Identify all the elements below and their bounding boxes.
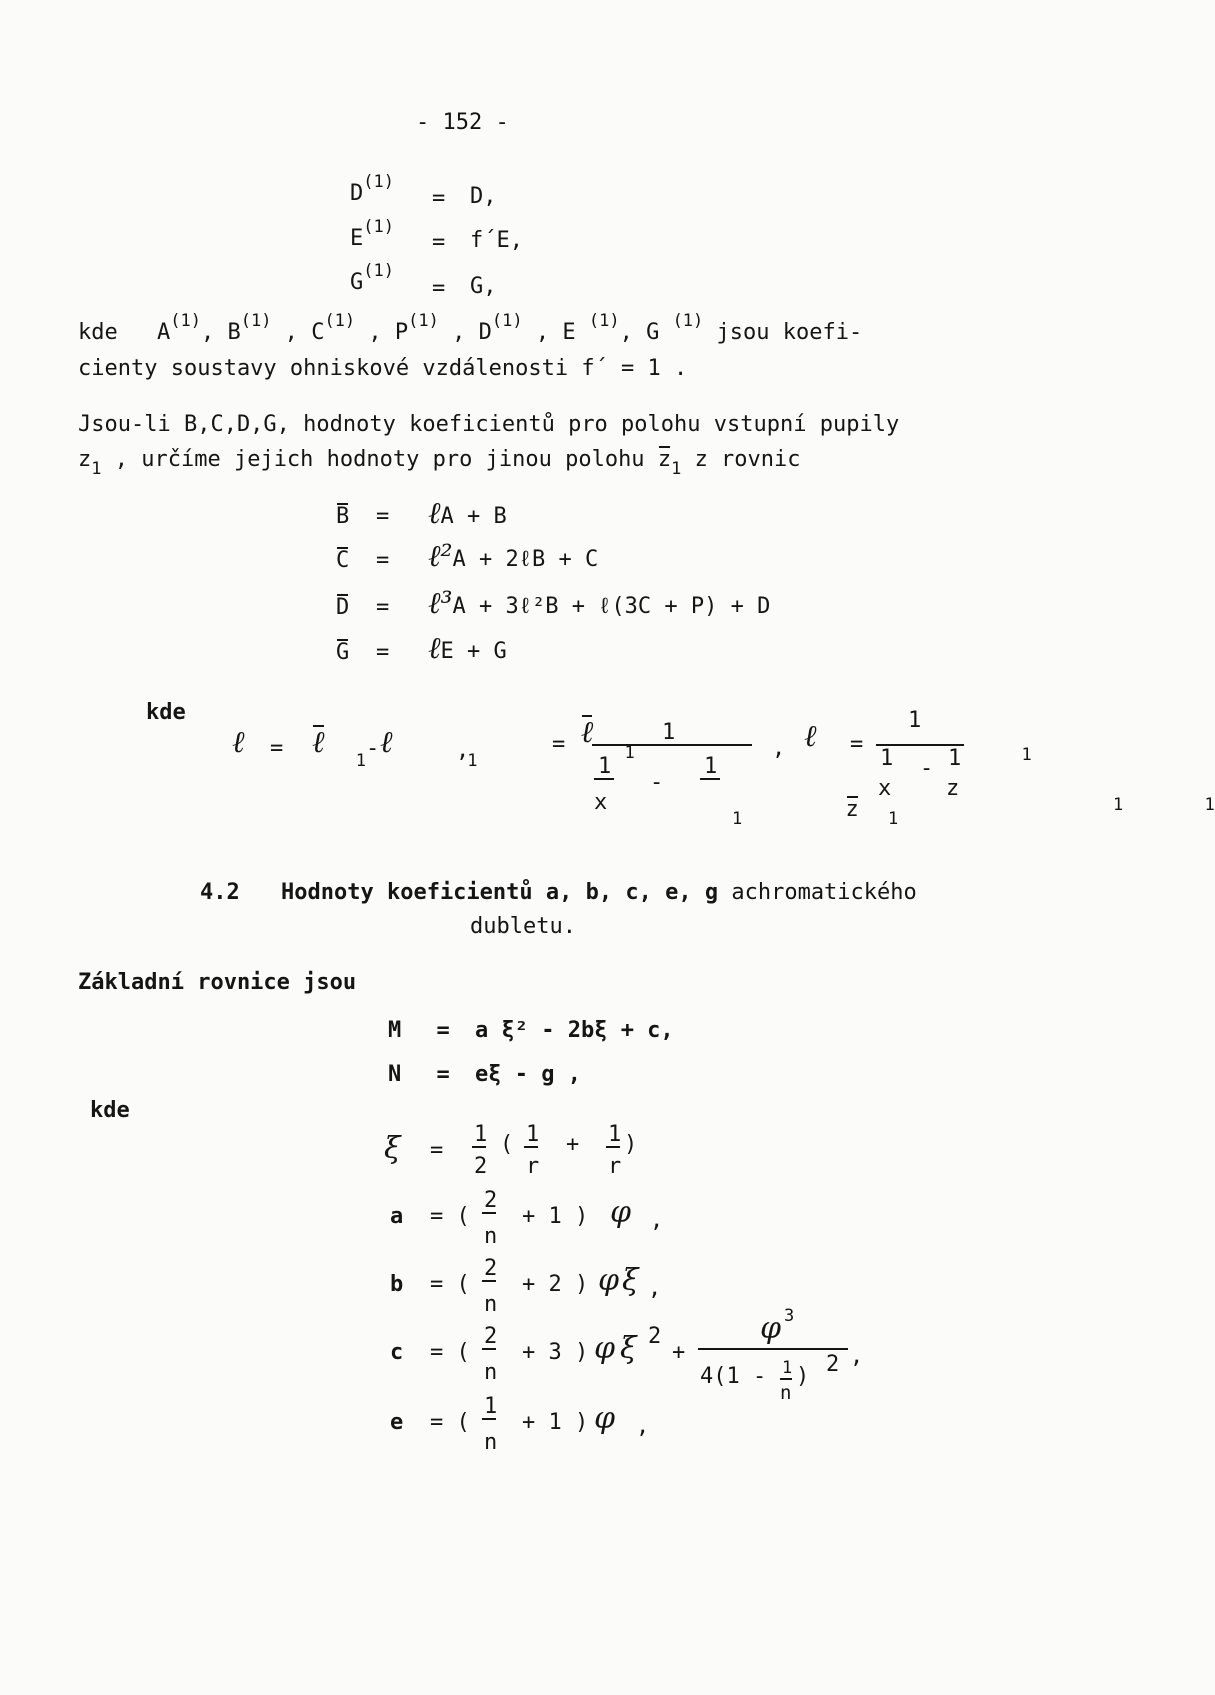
phi-symbol: φ bbox=[598, 1263, 620, 1298]
zbar-symbol: z bbox=[657, 447, 672, 472]
eq-sign: = ( bbox=[430, 1204, 470, 1229]
frac-x: x bbox=[594, 790, 608, 815]
var-b: b bbox=[390, 1272, 404, 1297]
equation-g1 bbox=[350, 261, 394, 295]
frac-1: 1 bbox=[880, 746, 894, 771]
ell-symbol: ℓ³ bbox=[428, 586, 453, 621]
eq-sign: = bbox=[430, 1138, 444, 1163]
subscript: 1 bbox=[467, 751, 478, 771]
rhs-text: A + B bbox=[440, 504, 507, 529]
eq-sign: = bbox=[376, 548, 390, 573]
ell-symbol: ℓ bbox=[804, 719, 817, 754]
exponent-2: 2 bbox=[826, 1352, 840, 1377]
text-line: cienty soustavy ohniskové vzdálenosti f´ = 1 . bbox=[78, 356, 688, 381]
eq-lhs: C bbox=[336, 548, 350, 573]
eq-lhs: M bbox=[388, 1018, 402, 1043]
eq-rhs bbox=[428, 496, 507, 531]
eq-lhs: E bbox=[350, 226, 364, 251]
eq-sign: = bbox=[432, 186, 446, 211]
eq-lhs: D bbox=[336, 595, 350, 620]
eq-sign: = bbox=[432, 230, 446, 255]
page-number: - 152 - bbox=[416, 110, 509, 135]
section-heading bbox=[200, 882, 917, 904]
eq-lhs: D bbox=[350, 181, 364, 206]
ell-bar-symbol: ℓ bbox=[580, 715, 594, 750]
term-sup: (1) bbox=[672, 311, 704, 331]
term-b: B bbox=[227, 320, 241, 345]
eq-lhs: N bbox=[388, 1062, 402, 1087]
subscript: 1 bbox=[1204, 795, 1215, 815]
paren: ) bbox=[624, 1132, 638, 1157]
section-heading-line2: dubletu. bbox=[470, 914, 576, 939]
fraction-bar bbox=[592, 744, 752, 746]
eq-sign: = bbox=[552, 732, 566, 757]
frac-2: 2 bbox=[484, 1188, 498, 1213]
equation-n bbox=[388, 1064, 581, 1086]
exponent-2: 2 bbox=[648, 1324, 662, 1349]
ell-symbol: ℓ bbox=[428, 496, 441, 531]
eq-sign: = bbox=[436, 1062, 450, 1087]
subscript: 1 bbox=[624, 743, 635, 763]
coefficients-line: kde $A^{(1)}$, $B^{(1)}$ , $C^{(1)}$ , $P^{(1)}$ , $D^{(1)}$ , E $^{(1)}$, G $^{(1)}$ jsou koefi- bbox=[78, 311, 863, 345]
equation-bbar bbox=[336, 506, 349, 528]
term-sup: (1) bbox=[240, 311, 272, 331]
frac-1: 1 bbox=[484, 1394, 498, 1419]
e-rest: + 1 ) bbox=[522, 1410, 589, 1435]
fraction-bar bbox=[700, 778, 720, 780]
frac-n: n bbox=[780, 1382, 792, 1404]
kde-label: kde bbox=[90, 1098, 130, 1123]
var-a: a bbox=[390, 1204, 404, 1229]
kde-label: kde bbox=[78, 320, 118, 345]
eq-sign: = bbox=[376, 595, 390, 620]
eq-rhs bbox=[428, 631, 507, 666]
section-number: 4.2 bbox=[200, 880, 240, 905]
eq-sign: = ( bbox=[430, 1340, 470, 1365]
eq-rhs: a ξ² - 2bξ + c, bbox=[475, 1018, 674, 1043]
frac-n: n bbox=[484, 1430, 498, 1455]
term-a: A bbox=[157, 320, 171, 345]
section-title: achromatického bbox=[731, 880, 917, 905]
fraction-bar bbox=[594, 778, 614, 780]
frac-1: 1 bbox=[474, 1122, 488, 1147]
exponent-3: 3 bbox=[784, 1306, 795, 1326]
eq-sign: = bbox=[376, 640, 390, 665]
text-line bbox=[78, 447, 801, 479]
phi-symbol: φ bbox=[760, 1311, 782, 1346]
rhs-text: A + 2ℓB + C bbox=[452, 547, 599, 572]
comma: , bbox=[456, 738, 470, 763]
a-rest: + 1 ) bbox=[522, 1204, 589, 1229]
subscript: 1 bbox=[671, 459, 682, 479]
subscript: 1 bbox=[355, 751, 366, 771]
subscript: 1 bbox=[1021, 745, 1032, 765]
eq-sign: = ( bbox=[430, 1410, 470, 1435]
frac-n: n bbox=[484, 1360, 498, 1385]
frac-n: n bbox=[484, 1224, 498, 1249]
text-line: Jsou-li B,C,D,G, hodnoty koeficientů pro polohu vstupní pupily bbox=[78, 412, 900, 437]
eq-sign: = bbox=[850, 732, 864, 757]
eq-lhs: G bbox=[350, 270, 364, 295]
frac-1: 1 bbox=[526, 1122, 540, 1147]
frac-1: 1 bbox=[782, 1358, 793, 1378]
section-title: Hodnoty koeficientů a, b, c, e, g bbox=[281, 880, 719, 905]
frac-numerator: 1 bbox=[662, 720, 676, 745]
frac-2: 2 bbox=[484, 1256, 498, 1281]
fraction-bar bbox=[524, 1146, 538, 1148]
eq-sup: (1) bbox=[363, 261, 394, 281]
eq-sign: = bbox=[270, 736, 284, 761]
ell-symbol: ℓ bbox=[428, 631, 441, 666]
xi-symbol: ξ bbox=[620, 1331, 637, 1366]
fraction-bar bbox=[698, 1348, 848, 1350]
eq-lhs: B bbox=[336, 504, 350, 529]
eq-rhs bbox=[428, 539, 599, 574]
term-e: E bbox=[562, 320, 576, 345]
eq-sign: = ( bbox=[430, 1272, 470, 1297]
comma: , bbox=[650, 1208, 664, 1233]
eq-sup: (1) bbox=[363, 172, 394, 192]
frac-2: 2 bbox=[474, 1154, 488, 1179]
frac-zbar: z bbox=[845, 797, 859, 822]
phi-symbol: φ bbox=[594, 1401, 616, 1436]
var-e: e bbox=[390, 1410, 404, 1435]
fraction-bar bbox=[482, 1348, 496, 1350]
equation-dbar bbox=[336, 597, 349, 619]
ell-bar-symbol: ℓ bbox=[312, 725, 325, 760]
plus-sign: + bbox=[672, 1340, 686, 1365]
comma: , bbox=[850, 1344, 864, 1369]
frac-1: 1 bbox=[598, 754, 612, 779]
var-c: c bbox=[390, 1340, 404, 1365]
paren: ( bbox=[500, 1132, 514, 1157]
comma: , bbox=[648, 1276, 662, 1301]
rhs-text: E + G bbox=[440, 639, 507, 664]
c-rest: + 3 ) bbox=[522, 1340, 589, 1365]
eq-rhs bbox=[428, 586, 771, 621]
term-d: D bbox=[478, 320, 492, 345]
eq-rhs: G, bbox=[470, 274, 497, 299]
frac-z: z bbox=[946, 776, 960, 801]
term-sup: (1) bbox=[324, 311, 356, 331]
ell-symbol: ℓ bbox=[232, 725, 245, 760]
frac-1: 1 bbox=[704, 754, 718, 779]
minus-sign: - bbox=[920, 756, 934, 781]
fraction-bar bbox=[780, 1378, 792, 1380]
eq-lhs: G bbox=[336, 640, 350, 665]
rhs-text: A + 3ℓ²B + ℓ(3C + P) + D bbox=[452, 594, 771, 619]
eq-sign: = bbox=[432, 276, 446, 301]
term-c: C bbox=[311, 320, 325, 345]
text-line: Základní rovnice jsou bbox=[78, 970, 357, 995]
fraction-bar bbox=[472, 1146, 486, 1148]
frac-1: 1 bbox=[608, 1122, 622, 1147]
text-span: , určíme jejich hodnoty pro jinou polohu bbox=[114, 447, 645, 472]
term-p: P bbox=[394, 320, 409, 345]
fraction-bar bbox=[482, 1280, 496, 1282]
eq-rhs: D, bbox=[470, 184, 497, 209]
equation-m bbox=[388, 1020, 674, 1042]
equation-gbar bbox=[336, 642, 349, 664]
phi-symbol: φ bbox=[594, 1331, 616, 1366]
comma: , bbox=[636, 1414, 650, 1439]
paren: ) bbox=[796, 1364, 810, 1389]
subscript: 1 bbox=[732, 809, 743, 829]
plus-sign: + bbox=[566, 1132, 580, 1157]
frac-2: 2 bbox=[484, 1324, 498, 1349]
xi-symbol: ξ bbox=[622, 1263, 639, 1298]
denominator: 4(1 - bbox=[700, 1364, 767, 1389]
term-sup: (1) bbox=[408, 311, 439, 331]
frac-r: r bbox=[526, 1154, 540, 1179]
fraction-bar bbox=[606, 1146, 620, 1148]
subscript: 1 bbox=[91, 459, 102, 479]
ell-symbol: ℓ² bbox=[428, 539, 453, 574]
minus-sign: - bbox=[650, 770, 664, 795]
fraction-bar bbox=[482, 1418, 496, 1420]
eq-sign: = bbox=[436, 1018, 450, 1043]
minus-sign: - bbox=[366, 736, 380, 761]
equation-cbar bbox=[336, 550, 349, 572]
frac-1: 1 bbox=[948, 746, 962, 771]
eq-rhs: f´E, bbox=[470, 228, 523, 253]
frac-x: x bbox=[878, 776, 892, 801]
eq-sup: (1) bbox=[363, 217, 394, 237]
eq-sign: = bbox=[376, 504, 390, 529]
eq-rhs: eξ - g , bbox=[475, 1062, 581, 1087]
text-span: z rovnic bbox=[694, 447, 801, 472]
subscript: 1 bbox=[888, 809, 899, 829]
ell-symbol: ℓ bbox=[380, 725, 393, 760]
xi-symbol: ξ bbox=[384, 1131, 401, 1166]
z-symbol: z bbox=[78, 447, 92, 472]
subscript: 1 bbox=[1113, 795, 1124, 815]
equation-d1 bbox=[350, 172, 394, 206]
term-sup: (1) bbox=[588, 311, 620, 331]
frac-numerator: 1 bbox=[908, 708, 922, 733]
frac-r: r bbox=[608, 1154, 622, 1179]
phi-symbol: φ bbox=[610, 1195, 632, 1230]
b-rest: + 2 ) bbox=[522, 1272, 589, 1297]
term-sup: (1) bbox=[170, 311, 201, 331]
frac-n: n bbox=[484, 1292, 498, 1317]
fraction-bar bbox=[482, 1212, 496, 1214]
comma: , bbox=[772, 736, 786, 761]
term-sup: (1) bbox=[491, 311, 523, 331]
kde-label: kde bbox=[146, 700, 186, 725]
tail-text: jsou koefi- bbox=[716, 320, 863, 345]
equation-e1 bbox=[350, 217, 394, 251]
term-g: G bbox=[646, 320, 660, 345]
